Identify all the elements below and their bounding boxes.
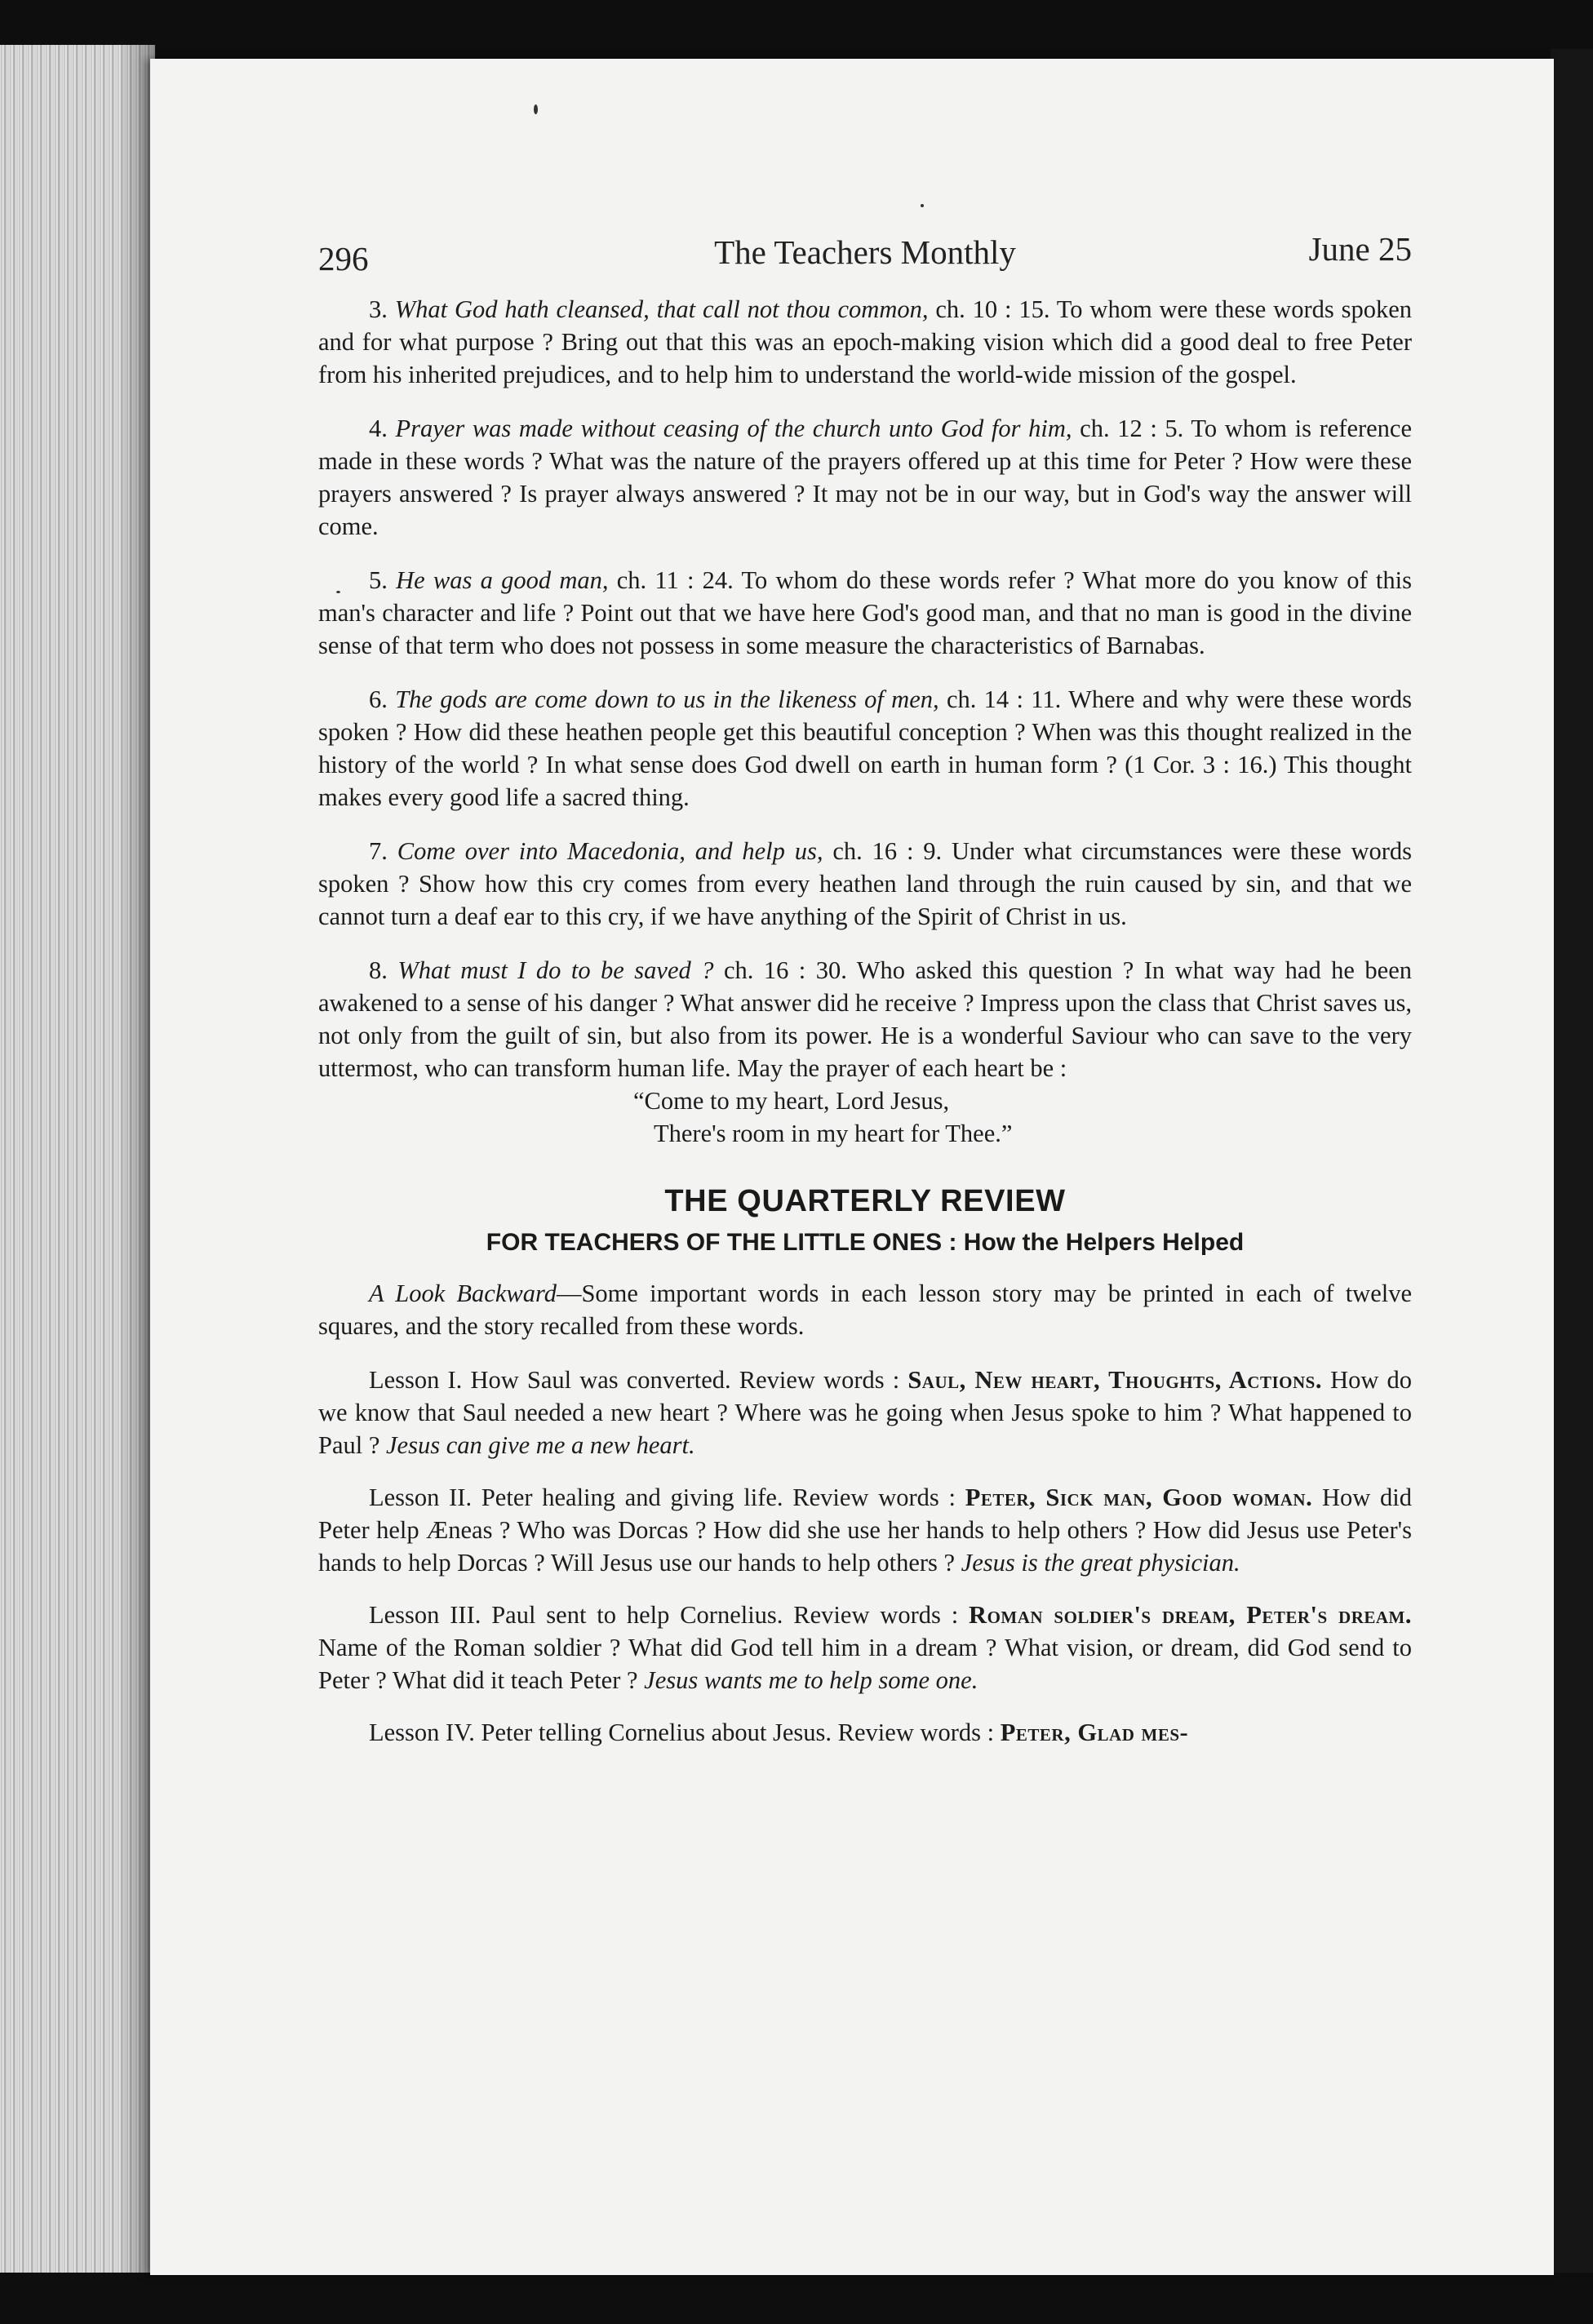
- lesson-motto: Jesus wants me to help some one.: [644, 1666, 978, 1694]
- item-number: 7.: [369, 837, 388, 865]
- scanner-border-bottom: [0, 2273, 1593, 2324]
- question-item-3: [318, 293, 1412, 391]
- item-body: To whom were these words spoken and for what purpose ? Bring out that this was an epoch-making vision which did a good deal to free Peter from his inherited prejudices, and to help him to understand the world-wide mission of the gospel.: [318, 295, 1413, 388]
- review-words-label: Review words :: [739, 1366, 900, 1394]
- ink-speck: [921, 204, 924, 207]
- intro-text: —Some important words in each lesson story may be printed in each of twelve squares, and the story recalled from these words.: [318, 1280, 1412, 1340]
- intro-lead: A Look Backward: [369, 1280, 557, 1307]
- item-number: 6.: [369, 685, 388, 713]
- question-item-7: [318, 835, 1412, 933]
- running-head: [318, 230, 1412, 282]
- issue-date: June 25: [1308, 230, 1412, 268]
- review-words: Roman soldier's dream, Peter's dream.: [969, 1601, 1413, 1629]
- item-number: 3.: [369, 295, 388, 323]
- lesson-motto: Jesus is the great physician.: [961, 1549, 1240, 1577]
- review-words: Peter, Glad mes-: [1000, 1719, 1189, 1746]
- question-item-6: [318, 683, 1412, 814]
- scripture-reference: ch. 16 : 30.: [723, 956, 847, 984]
- scripture-reference: ch. 16 : 9.: [832, 837, 943, 865]
- lesson-topic: Peter telling Cornelius about Jesus.: [481, 1719, 832, 1746]
- hymn-verse: [318, 1084, 1412, 1150]
- ink-speck: [534, 104, 538, 114]
- item-number: 5.: [369, 566, 388, 594]
- review-intro: [318, 1277, 1412, 1342]
- running-title: The Teachers Monthly: [714, 233, 1016, 271]
- item-body: Who asked this question ? In what way had he been awakened to a sense of his danger ? What answer did he receive ? Impress upon the class that Christ saves us, not only from the guilt of sin, but also from its power. He is a wonderful Saviour who can save to the very uttermost, who can transform human life. May the prayer of each heart be :: [318, 956, 1413, 1082]
- review-words-label: Review words :: [792, 1484, 956, 1511]
- verse-line: There's room in my heart for Thee.”: [654, 1120, 1013, 1147]
- lesson-label: Lesson II.: [369, 1484, 473, 1511]
- lesson-label: Lesson I.: [369, 1366, 463, 1394]
- scanner-border-right: [1551, 49, 1593, 2285]
- scripture-reference: ch. 10 : 15.: [935, 295, 1050, 323]
- scripture-reference: ch. 14 : 11.: [946, 685, 1062, 713]
- section-subtitle: FOR TEACHERS OF THE LITTLE ONES : How the Helpers Helped: [486, 1229, 1245, 1256]
- lesson-paragraph: [318, 1716, 1412, 1749]
- scripture-quote: Prayer was made without ceasing of the church unto God for him,: [395, 415, 1072, 442]
- page-number: 296: [318, 240, 369, 277]
- scripture-quote: Come over into Macedonia, and help us,: [397, 837, 823, 865]
- verse-line: “Come to my heart, Lord Jesus,: [633, 1087, 950, 1115]
- lesson-motto: Jesus can give me a new heart.: [386, 1431, 695, 1459]
- item-body: Under what circumstances were these words spoken ? Show how this cry comes from every heathen land through the ruin caused by sin, and that we cannot turn a deaf ear to this cry, if we have anything of the Spirit of Christ in us.: [318, 837, 1413, 930]
- review-words: Saul, New heart, Thoughts, Actions.: [907, 1366, 1322, 1394]
- item-number: 8.: [369, 956, 388, 984]
- question-item-5: [318, 564, 1412, 662]
- item-number: 4.: [369, 415, 388, 442]
- scripture-quote: The gods are come down to us in the likeness of men,: [395, 685, 939, 713]
- page-content: [318, 230, 1413, 1768]
- lesson-topic: How Saul was converted.: [470, 1366, 731, 1394]
- review-words: Peter, Sick man, Good woman.: [965, 1484, 1313, 1511]
- question-item-8: [318, 954, 1412, 1084]
- lesson-paragraph: [318, 1481, 1412, 1579]
- lesson-questions: How did Peter help Æneas ? Who was Dorcas ? How did she use her hands to help others ? How did Jesus use Peter's hands to help Dorcas ? Will Jesus use our hands to help others ?: [318, 1484, 1413, 1577]
- lesson-paragraph: [318, 1599, 1412, 1696]
- item-body: To whom do these words refer ? What more do you know of this man's character and life ? Point out that we have here God's good man, and that no man is good in the divine sense of that term who does not possess in some measure the characteristics of Barnabas.: [318, 566, 1412, 659]
- question-item-4: [318, 412, 1412, 543]
- lesson-topic: Paul sent to help Cornelius.: [491, 1601, 783, 1629]
- scripture-quote: What God hath cleansed, that call not thou common,: [394, 295, 929, 323]
- review-words-label: Review words :: [837, 1719, 995, 1746]
- lesson-paragraph: [318, 1364, 1412, 1461]
- scripture-reference: ch. 12 : 5.: [1080, 415, 1184, 442]
- scripture-quote: What must I do to be saved ?: [397, 956, 714, 984]
- lesson-label: Lesson IV.: [369, 1719, 475, 1746]
- item-body: Where and why were these words spoken ? How did these heathen people get this beautiful conception ? When was this thought realized in the history of the world ? In what sense does God dwell on earth in human form ? (1 Cor. 3 : 16.) This thought makes every good life a sacred thing.: [318, 685, 1413, 811]
- scanner-border-top: [0, 0, 1593, 65]
- section-title: THE QUARTERLY REVIEW: [664, 1184, 1066, 1218]
- item-body: To whom is reference made in these words ? What was the nature of the prayers offered up at this time for Peter ? How were these prayers answered ? Is prayer always answered ? It may not be in our way, but in God's way the answer will come.: [318, 415, 1412, 540]
- scripture-reference: ch. 11 : 24.: [616, 566, 734, 594]
- lesson-questions: Name of the Roman soldier ? What did God tell him in a dream ? What vision, or dream, did God send to Peter ? What did it teach Peter ?: [318, 1634, 1412, 1694]
- scripture-quote: He was a good man,: [396, 566, 609, 594]
- lesson-label: Lesson III.: [369, 1601, 481, 1629]
- review-words-label: Review words :: [793, 1601, 959, 1629]
- lesson-questions: How do we know that Saul needed a new heart ? Where was he going when Jesus spoke to him ? What happened to Paul ?: [318, 1366, 1413, 1459]
- lesson-topic: Peter healing and giving life.: [481, 1484, 783, 1511]
